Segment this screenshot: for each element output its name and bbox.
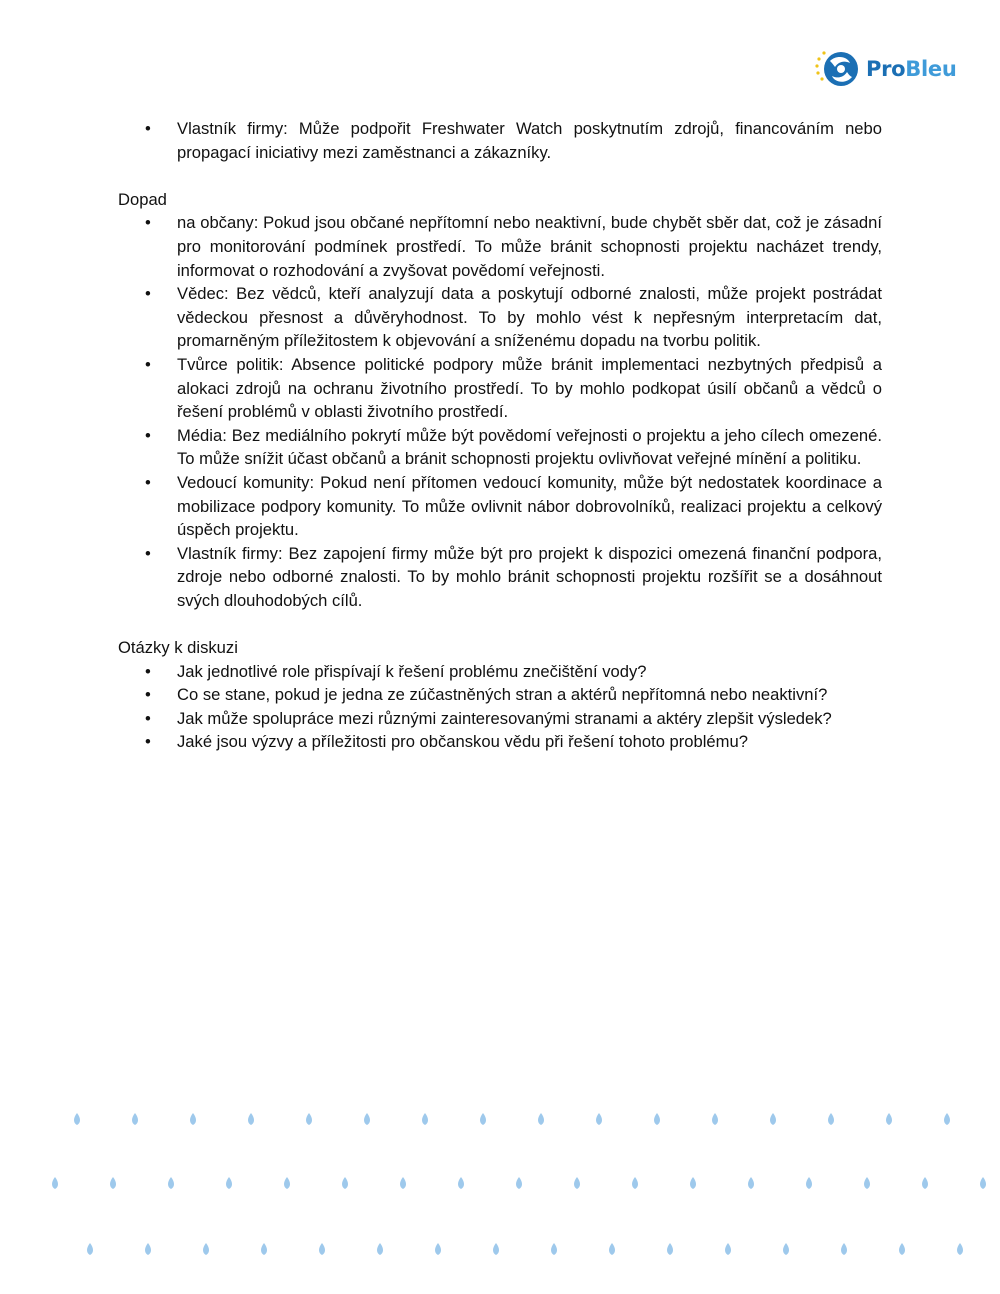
droplet-icon — [783, 1243, 789, 1255]
droplet-icon — [667, 1243, 673, 1255]
list-item: • Tvůrce politik: Absence politické podpory může bránit implementaci nezbytných předpisů a alokaci zdrojů na ochranu životního prostředí. To by mohlo podkopat úsilí občanů a vědců o řešení problémů v oblasti životního prostředí. — [118, 353, 882, 424]
list-item: • Jaké jsou výzvy a příležitosti pro občanskou vědu při řešení tohoto problému? — [118, 730, 882, 754]
probleu-emblem-icon — [814, 47, 862, 91]
droplet-icon — [400, 1177, 406, 1189]
list-item: • Vědec: Bez vědců, kteří analyzují data a poskytují odborné znalosti, může projekt postrádat vědeckou přesnost a důvěryhodnost. To by mohlo vést k nepřesným interpretacím dat, promarněným příležitostem k objevování a sníženému dopadu na tvorbu politik. — [118, 282, 882, 353]
list-item: • Co se stane, pokud je jedna ze zúčastněných stran a aktérů nepřítomná nebo neaktivní? — [118, 683, 882, 707]
droplet-icon — [899, 1243, 905, 1255]
droplet-icon — [654, 1113, 660, 1125]
droplet-icon — [87, 1243, 93, 1255]
droplet-icon — [551, 1243, 557, 1255]
droplet-icon — [864, 1177, 870, 1189]
droplet-icon — [493, 1243, 499, 1255]
logo-text-pro: Pro — [866, 57, 906, 81]
droplet-icon — [886, 1113, 892, 1125]
droplet-pattern — [0, 1100, 1000, 1270]
droplet-icon — [422, 1113, 428, 1125]
droplet-icon — [596, 1113, 602, 1125]
droplet-icon — [770, 1113, 776, 1125]
droplet-icon — [261, 1243, 267, 1255]
droplet-icon — [342, 1177, 348, 1189]
spacer — [118, 164, 882, 188]
droplet-icon — [957, 1243, 963, 1255]
droplet-icon — [574, 1177, 580, 1189]
list-item: • Vlastník firmy: Může podpořit Freshwater Watch poskytnutím zdrojů, financováním nebo propagací iniciativy mezi zaměstnanci a zákazníky. — [118, 117, 882, 164]
droplet-icon — [203, 1243, 209, 1255]
probleu-wordmark — [866, 57, 956, 81]
droplet-icon — [690, 1177, 696, 1189]
droplet-icon — [226, 1177, 232, 1189]
droplet-icon — [828, 1113, 834, 1125]
droplet-icon — [74, 1113, 80, 1125]
logo-text-bleu: Bleu — [905, 57, 957, 81]
document-body — [118, 117, 882, 754]
droplet-icon — [145, 1243, 151, 1255]
droplet-icon — [841, 1243, 847, 1255]
droplet-icon — [377, 1243, 383, 1255]
droplet-icon — [458, 1177, 464, 1189]
droplet-icon — [944, 1113, 950, 1125]
droplet-icon — [190, 1113, 196, 1125]
list-item: • Jak může spolupráce mezi různými zainteresovanými stranami a aktéry zlepšit výsledek? — [118, 707, 882, 731]
droplet-icon — [980, 1177, 986, 1189]
droplet-icon — [712, 1113, 718, 1125]
droplet-icon — [364, 1113, 370, 1125]
list-item: • Vedoucí komunity: Pokud není přítomen vedoucí komunity, může být nedostatek koordinace a mobilizace podpory komunity. To může ovlivnit nábor dobrovolníků, realizaci projektu a celkový úspěch projektu. — [118, 471, 882, 542]
list-item: • Vlastník firmy: Bez zapojení firmy může být pro projekt k dispozici omezená finanční podpora, zdroje nebo odborné znalosti. To by mohlo bránit schopnosti projektu rozšířit se a dosáhnout svých dlouhodobých cílů. — [118, 542, 882, 613]
spacer — [118, 612, 882, 636]
droplet-icon — [168, 1177, 174, 1189]
droplet-icon — [922, 1177, 928, 1189]
droplet-icon — [319, 1243, 325, 1255]
droplet-icon — [284, 1177, 290, 1189]
list-item: • Jak jednotlivé role přispívají k řešení problému znečištění vody? — [118, 660, 882, 684]
droplet-icon — [725, 1243, 731, 1255]
impact-list — [118, 211, 882, 612]
intro-list — [118, 117, 882, 164]
droplet-icon — [516, 1177, 522, 1189]
droplet-icon — [435, 1243, 441, 1255]
droplet-icon — [132, 1113, 138, 1125]
impact-heading: Dopad — [118, 189, 167, 209]
droplet-icon — [248, 1113, 254, 1125]
droplet-icon — [632, 1177, 638, 1189]
droplet-icon — [806, 1177, 812, 1189]
droplet-icon — [748, 1177, 754, 1189]
droplet-icon — [609, 1243, 615, 1255]
probleu-logo — [814, 47, 956, 91]
droplet-icon — [110, 1177, 116, 1189]
discussion-heading: Otázky k diskuzi — [118, 638, 238, 658]
droplet-icon — [52, 1177, 58, 1189]
droplet-icon — [306, 1113, 312, 1125]
list-item: • Média: Bez mediálního pokrytí může být povědomí veřejnosti o projektu a jeho cílech omezené. To může snížit účast občanů a bránit schopnosti projektu ovlivňovat veřejné mínění a politiku. — [118, 424, 882, 471]
list-item: • na občany: Pokud jsou občané nepřítomní nebo neaktivní, bude chybět sběr dat, což je zásadní pro monitorování podmínek prostředí. To může bránit schopnosti projektu nacházet trendy, informovat o rozhodování a zvyšovat povědomí veřejnosti. — [118, 211, 882, 282]
discussion-list — [118, 660, 882, 754]
droplet-icon — [538, 1113, 544, 1125]
droplet-icon — [480, 1113, 486, 1125]
